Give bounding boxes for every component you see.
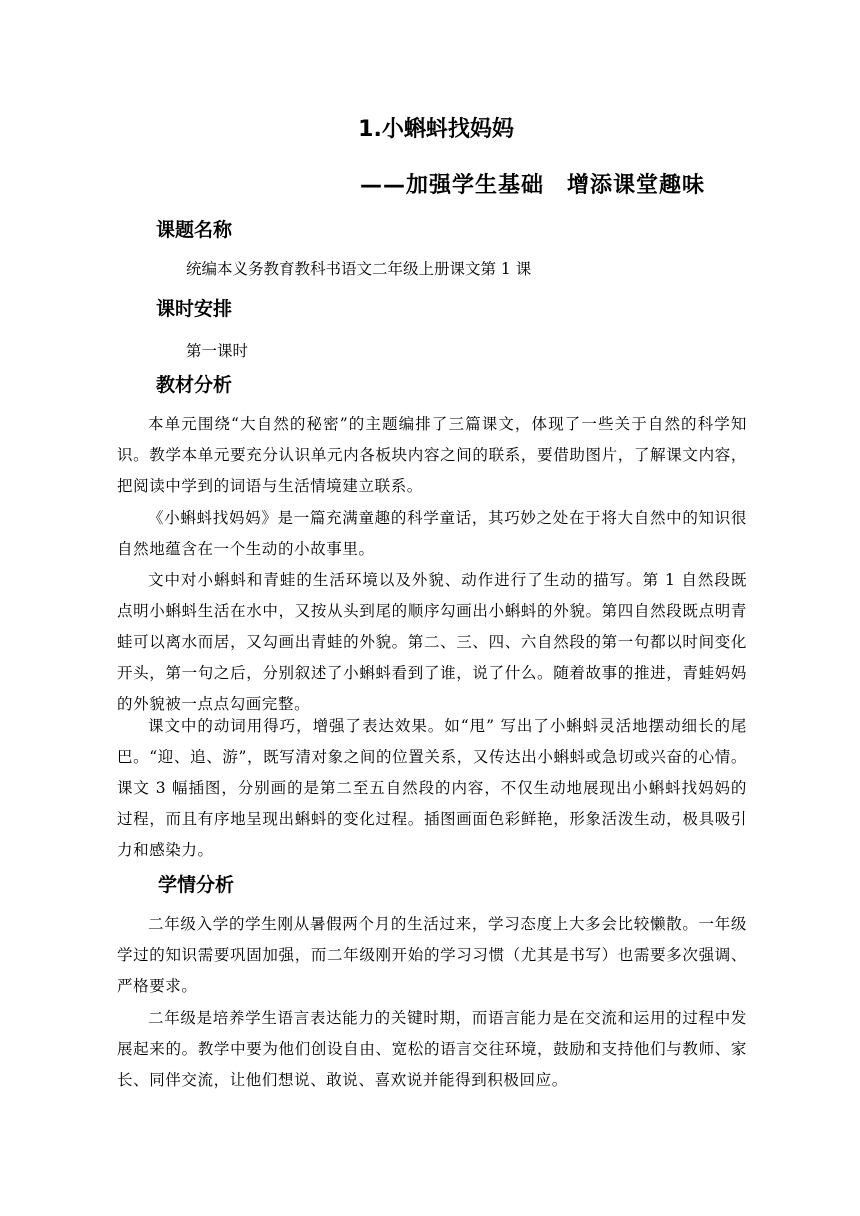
document-subtitle: ——加强学生基础 增添课堂趣味: [360, 173, 706, 198]
student-analysis-paragraph: 二年级入学的学生刚从暑假两个月的生活过来，学习态度上大多会比较懒散。一年级学过的知识需要巩固加强，而二年级刚开始的学习习惯（尤其是书写）也需要多次强调、严格要求。: [117, 915, 747, 995]
section-heading-course-name: 课题名称: [156, 219, 233, 241]
textbook-analysis-paragraph: 本单元围绕“大自然的秘密”的主题编排了三篇课文，体现了一些关于自然的科学知识。教学本单元要充分认识单元内各板块内容之间的联系，要借助图片，了解课文内容，把阅读中学到的词语与生活情境建立联系。: [117, 415, 747, 495]
section-heading-schedule: 课时安排: [156, 298, 233, 320]
student-analysis-paragraph: 二年级是培养学生语言表达能力的关键时期，而语言能力是在交流和运用的过程中发展起来的。教学中要为他们创设自由、宽松的语言交往环境，鼓励和支持他们与教师、家长、同伴交流，让他们想说、敢说、喜欢说并能得到积极回应。: [117, 1009, 747, 1089]
document-title: 1.小蝌蚪找妈妈: [358, 117, 514, 142]
textbook-analysis-paragraph: 课文中的动词用得巧，增强了表达效果。如“甩” 写出了小蝌蚪灵活地摆动细长的尾巴。“迎、追、游”，既写清对象之间的位置关系，又传达出小蝌蚪或急切或兴奋的心情。课文 3 幅插图，分别画的是第二至五自然段的内容，不仅生动地展现出小蝌蚪找妈妈的过程，而且有序地呈现出蝌蚪的变化过程。插图画面色彩鲜艳，形象活泼生动，极具吸引力和感染力。: [117, 717, 747, 859]
schedule-text: 第一课时: [186, 342, 249, 360]
section-heading-student-analysis: 学情分析: [158, 874, 235, 896]
textbook-analysis-paragraph: 文中对小蝌蚪和青蛙的生活环境以及外貌、动作进行了生动的描写。第 1 自然段既点明小蝌蚪生活在水中，又按从头到尾的顺序勾画出小蝌蚪的外貌。第四自然段既点明青蛙可以离水而居，又勾画出青蛙的外貌。第二、三、四、六自然段的第一句都以时间变化开头，第一句之后，分别叙述了小蝌蚪看到了谁，说了什么。随着故事的推进，青蛙妈妈的外貌被一点点勾画完整。: [117, 571, 747, 713]
course-name-text: 统编本义务教育教科书语文二年级上册课文第 1 课: [186, 260, 532, 278]
section-heading-textbook-analysis: 教材分析: [156, 374, 233, 396]
textbook-analysis-paragraph: 《小蝌蚪找妈妈》是一篇充满童趣的科学童话，其巧妙之处在于将大自然中的知识很自然地蕴含在一个生动的小故事里。: [117, 509, 747, 558]
